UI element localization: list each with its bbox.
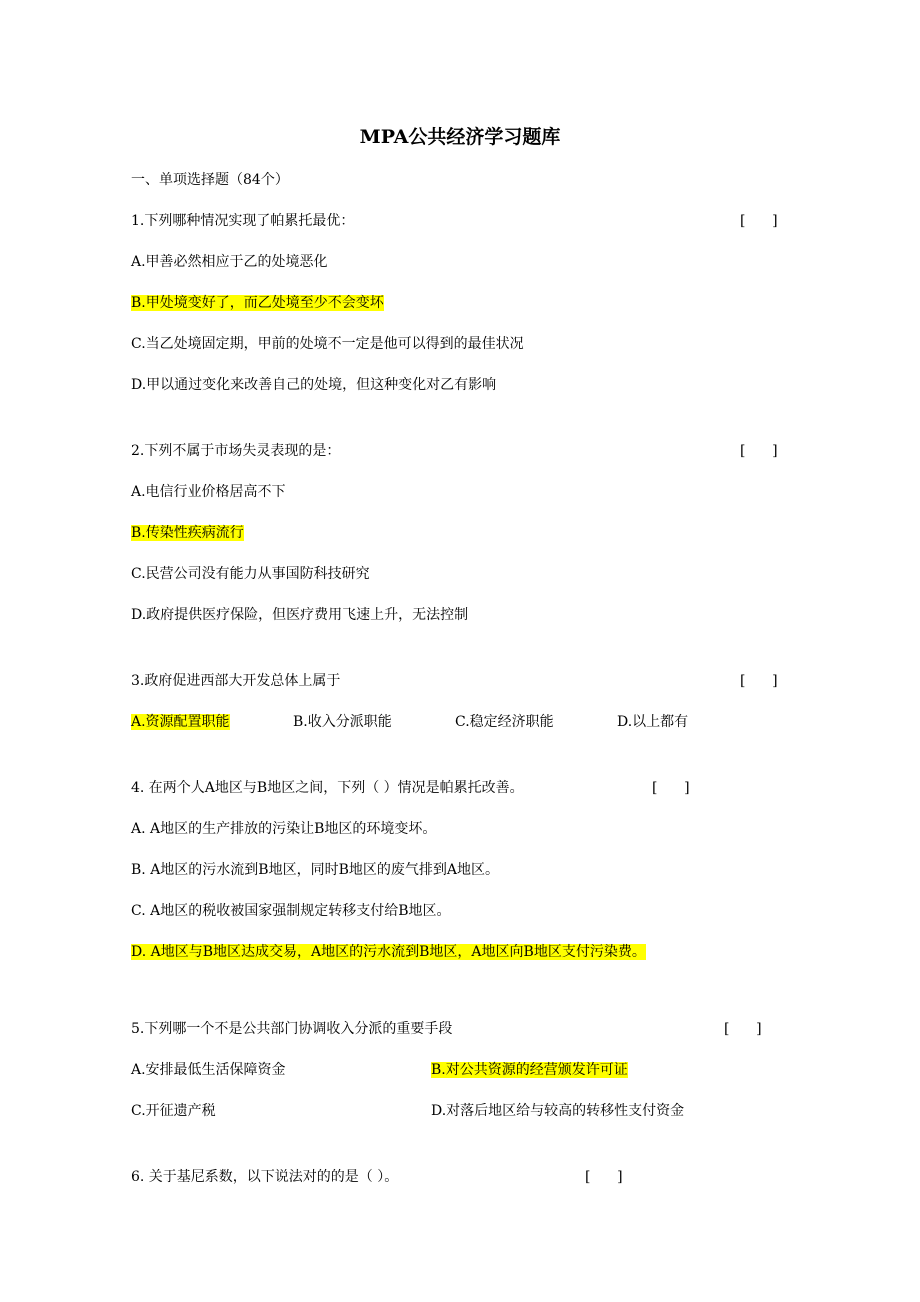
question-2-option-c: C.民营公司没有能力从事国防科技研究 [131, 566, 370, 582]
question-3-stem: 3.政府促进西部大开发总体上属于 [131, 673, 341, 689]
question-2-option-a: A.电信行业价格居高不下 [131, 484, 286, 500]
question-1-option-b [131, 293, 384, 313]
question-2-option-b-highlight: B.传染性疾病流行 [131, 525, 244, 541]
question-2-option-b [131, 523, 244, 543]
question-4-option-a: A. A地区的生产排放的污染让B地区的环境变坏。 [131, 821, 437, 837]
question-6-stem: 6. 关于基尼系数，以下说法对的的是（ ）。 [131, 1169, 399, 1185]
question-3-option-d: D.以上都有 [617, 714, 689, 730]
question-3-option-a [131, 712, 230, 732]
question-4-option-d-highlight: D. A地区与B地区达成交易，A地区的污水流到B地区，A地区向B地区支付污染费。 [131, 944, 646, 960]
question-2-option-d: D.政府提供医疗保险，但医疗费用飞速上升，无法控制 [131, 607, 469, 623]
question-3-option-b: B.收入分派职能 [293, 714, 392, 730]
question-4-option-b: B. A地区的污水流到B地区，同时B地区的废气排到A地区。 [131, 862, 499, 878]
question-3-answer-bracket: [ ] [740, 673, 778, 689]
question-3-option-a-highlight: A.资源配置职能 [131, 714, 230, 730]
question-5-option-c: C.开征遗产税 [131, 1103, 216, 1119]
question-5-option-b [431, 1060, 628, 1080]
question-5-option-d: D.对落后地区给与较高的转移性支付资金 [431, 1103, 685, 1119]
question-4-option-d [131, 942, 646, 962]
question-1-option-c: C.当乙处境固定期，甲前的处境不一定是他可以得到的最佳状况 [131, 336, 524, 352]
question-4-option-c: C. A地区的税收被国家强制规定转移支付给B地区。 [131, 903, 451, 919]
question-2-answer-bracket: [ ] [740, 443, 778, 459]
question-3-option-c: C.稳定经济职能 [455, 714, 554, 730]
question-4-stem: 4. 在两个人A地区与B地区之间，下列（ ）情况是帕累托改善。 [131, 780, 524, 796]
section-heading: 一、单项选择题（84个） [131, 172, 289, 188]
question-1-option-b-highlight: B.甲处境变好了，而乙处境至少不会变坏 [131, 295, 384, 311]
question-5-answer-bracket: [ ] [724, 1021, 762, 1037]
question-5-stem: 5.下列哪一个不是公共部门协调收入分派的重要手段 [131, 1021, 453, 1037]
question-4-answer-bracket: [ ] [652, 780, 690, 796]
question-1-option-a: A.甲善必然相应于乙的处境恶化 [131, 254, 328, 270]
question-1-option-d: D.甲以通过变化来改善自己的处境，但这种变化对乙有影响 [131, 377, 497, 393]
question-5-option-b-highlight: B.对公共资源的经营颁发许可证 [431, 1062, 628, 1078]
question-2-stem: 2.下列不属于市场失灵表现的是： [131, 443, 341, 459]
question-6-answer-bracket: [ ] [585, 1169, 623, 1185]
question-5-option-a: A.安排最低生活保障资金 [131, 1062, 286, 1078]
question-1-answer-bracket: [ ] [740, 213, 778, 229]
document-title: MPA公共经济学习题库 [359, 126, 561, 148]
question-1-stem: 1.下列哪种情况实现了帕累托最优： [131, 213, 355, 229]
